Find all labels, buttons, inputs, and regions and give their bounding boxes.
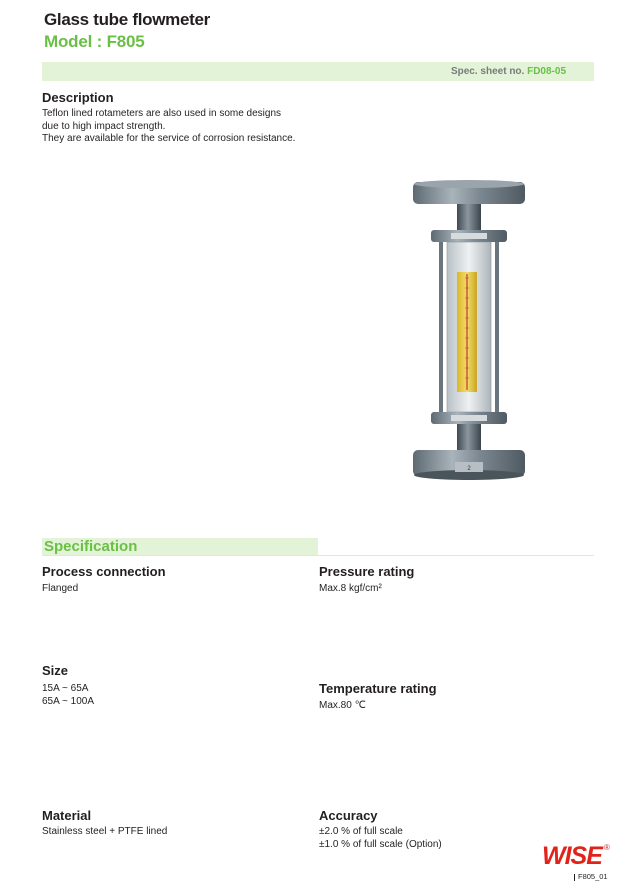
size-heading: Size bbox=[42, 663, 69, 678]
nameplate-text: 2 bbox=[467, 466, 471, 472]
accuracy-value bbox=[319, 826, 442, 851]
footer-divider bbox=[574, 874, 575, 881]
lower-pipe bbox=[457, 424, 481, 450]
accuracy-heading: Accuracy bbox=[319, 808, 378, 823]
spec-sheet-number: FD08-05 bbox=[527, 66, 566, 77]
temperature-rating-heading: Temperature rating bbox=[319, 681, 437, 696]
specification-divider bbox=[42, 555, 594, 556]
accuracy-value-line: ±1.0 % of full scale (Option) bbox=[319, 838, 442, 850]
wise-logo bbox=[540, 840, 610, 868]
pressure-rating-value: Max.8 kgf/cm² bbox=[319, 583, 382, 594]
description-line: They are available for the service of corrosion resistance. bbox=[42, 133, 296, 144]
upper-pipe bbox=[457, 204, 481, 230]
process-connection-value: Flanged bbox=[42, 583, 79, 594]
accuracy-value-line: ±2.0 % of full scale bbox=[319, 826, 403, 837]
specification-bar bbox=[42, 538, 318, 556]
material-value: Stainless steel + PTFE lined bbox=[42, 826, 168, 837]
size-value-line: 65A ~ 100A bbox=[42, 695, 94, 707]
temperature-rating-value: Max.80 ℃ bbox=[319, 700, 366, 711]
tie-rod-right bbox=[495, 242, 499, 412]
description-body bbox=[42, 108, 362, 146]
pressure-rating-heading: Pressure rating bbox=[319, 564, 415, 579]
description-line: Teflon lined rotameters are also used in some designs bbox=[42, 108, 282, 119]
footer-code: F805_01 bbox=[578, 872, 608, 881]
spec-sheet-label bbox=[451, 66, 566, 77]
description-heading: Description bbox=[42, 90, 114, 105]
specification-title: Specification bbox=[44, 538, 138, 555]
size-value-line: 15A ~ 65A bbox=[42, 683, 89, 694]
material-heading: Material bbox=[42, 808, 92, 823]
model-number: Model : F805 bbox=[44, 32, 145, 51]
flowmeter-photo bbox=[405, 178, 533, 488]
description-line: due to high impact strength. bbox=[42, 120, 166, 132]
page-title: Glass tube flowmeter bbox=[44, 10, 210, 29]
brand-text: WISE bbox=[542, 842, 602, 868]
spec-sheet-label-text: Spec. sheet no. bbox=[450, 66, 525, 77]
registered-mark: ® bbox=[604, 843, 610, 852]
spec-sheet-bar bbox=[42, 62, 594, 81]
process-connection-heading: Process connection bbox=[42, 564, 166, 579]
tie-rod-left bbox=[439, 242, 443, 412]
size-value bbox=[42, 683, 94, 708]
